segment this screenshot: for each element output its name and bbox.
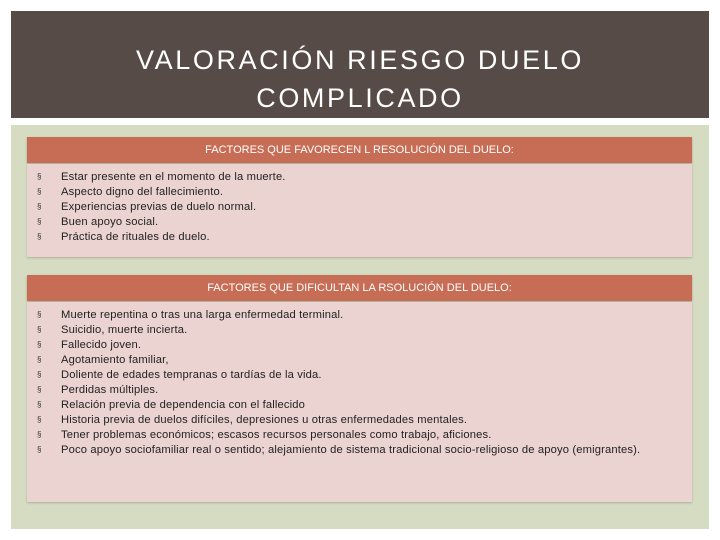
list-item	[35, 398, 682, 413]
page-title	[11, 41, 709, 117]
list-item-text: Historia previa de duelos difíciles, depresiones u otras enfermedades mentales.	[61, 414, 468, 426]
list-item	[35, 200, 682, 215]
bullet-icon	[37, 173, 44, 181]
list-item-text: Aspecto digno del fallecimiento.	[61, 186, 224, 198]
bullet-icon	[37, 326, 44, 334]
list-item	[35, 185, 682, 200]
list-item-text: Práctica de rituales de duelo.	[61, 231, 210, 243]
bullet-icon	[37, 416, 44, 424]
section-dificultan-list	[27, 302, 692, 502]
list-item	[35, 170, 682, 185]
bullet-icon	[37, 233, 44, 241]
list-item-text: Tener problemas económicos; escasos recursos personales como trabajo, aficiones.	[61, 429, 492, 441]
list-item-text: Experiencias previas de duelo normal.	[61, 201, 257, 213]
title-bar	[11, 11, 709, 118]
list-item-text: Suicidio, muerte incierta.	[61, 324, 188, 336]
bullet-icon	[37, 203, 44, 211]
list-item	[35, 368, 682, 383]
bullet-icon	[37, 446, 44, 454]
bullet-icon	[37, 341, 44, 349]
list-item-text: Poco apoyo sociofamiliar real o sentido; alejamiento de sistema tradicional socio-religioso de apoyo (emigrantes).	[61, 444, 641, 456]
section-favorecen-list	[27, 164, 692, 257]
title-line-1: VALORACIÓN RIESGO DUELO	[136, 45, 584, 75]
list-item-text: Doliente de edades tempranas o tardías de la vida.	[61, 369, 322, 381]
list-item	[35, 383, 682, 398]
bullet-icon	[37, 311, 44, 319]
list-item	[35, 353, 682, 368]
title-line-2: COMPLICADO	[256, 83, 464, 113]
list-item-text: Buen apoyo social.	[61, 216, 159, 228]
list-item-text: Fallecido joven.	[61, 339, 142, 351]
list-item-text: Relación previa de dependencia con el fallecido	[61, 399, 306, 411]
list-item	[35, 308, 682, 323]
list-item	[35, 443, 682, 458]
list-item	[35, 338, 682, 353]
list-item-text: Muerte repentina o tras una larga enfermedad terminal.	[61, 309, 344, 321]
list-item	[35, 215, 682, 230]
bullet-icon	[37, 401, 44, 409]
bullet-icon	[37, 386, 44, 394]
list-item	[35, 428, 682, 443]
bullet-icon	[37, 188, 44, 196]
section-favorecen-header: FACTORES QUE FAVORECEN L RESOLUCIÓN DEL DUELO:	[27, 137, 692, 163]
bullet-icon	[37, 356, 44, 364]
list-item	[35, 413, 682, 428]
list-item-text: Perdidas múltiples.	[61, 384, 159, 396]
bullet-icon	[37, 371, 44, 379]
bullet-icon	[37, 431, 44, 439]
bullet-icon	[37, 218, 44, 226]
list-item-text: Agotamiento familiar,	[61, 354, 169, 366]
list-item	[35, 323, 682, 338]
list-item-text: Estar presente en el momento de la muerte.	[61, 171, 286, 183]
section-dificultan-header: FACTORES QUE DIFICULTAN LA RSOLUCIÓN DEL DUELO:	[27, 275, 692, 301]
list-item	[35, 230, 682, 245]
